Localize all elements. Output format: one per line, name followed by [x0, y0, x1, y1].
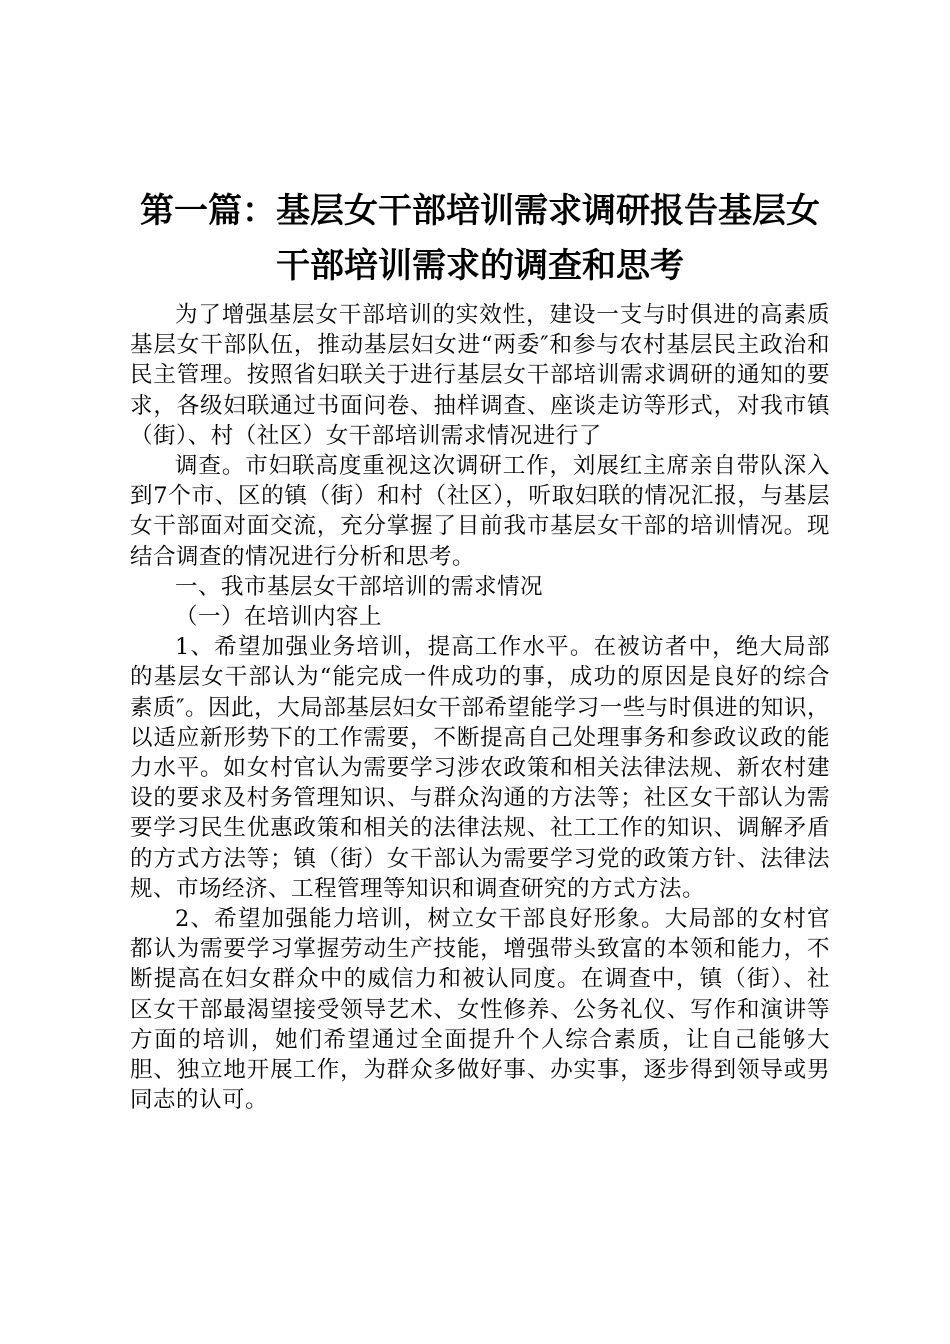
- paragraph-survey: 调查。市妇联高度重视这次调研工作，刘展红主席亲自带队深入到7个市、区的镇（街）和村（社区），听取妇联的情况汇报，与基层女干部面对面交流，充分掌握了目前我市基层女干部的培训情况。现结合调查的情况进行分析和思考。: [130, 453, 830, 570]
- paragraph-item-1: 1、希望加强业务培训，提高工作水平。在被访者中，绝大局部的基层女干部认为“能完成一件成功的事，成功的原因是良好的综合素质″。因此，大局部基层妇女干部希望能学习一些与时俱进的知识，以适应新形势下的工作需要，不断提高自己处理事务和参政议政的能力水平。如女村官认为需要学习涉农政策和相关法律法规、新农村建设的要求及村务管理知识、与群众沟通的方法等；社区女干部认为需要学习民生优惠政策和相关的法律法规、社工工作的知识、调解矛盾的方式方法等；镇（街）女干部认为需要学习党的政策方针、法律法规、市场经济、工程管理等知识和调查研究的方式方法。: [130, 634, 830, 902]
- paragraph-item-2: 2、希望加强能力培训，树立女干部良好形象。大局部的女村官都认为需要学习掌握劳动生产技能，增强带头致富的本领和能力，不断提高在妇女群众中的威信力和被认同度。在调查中，镇（街）、社区女干部最渴望接受领导艺术、女性修养、公务礼仪、写作和演讲等方面的培训，她们希望通过全面提升个人综合素质，让自己能够大胆、独立地开展工作，为群众多做好事、办实事，逐步得到领导或男同志的认可。: [130, 906, 830, 1114]
- paragraph-intro: 为了增强基层女干部培训的实效性，建设一支与时俱进的高素质基层女干部队伍，推动基层妇女进“两委″和参与农村基层民主政治和民主管理。按照省妇联关于进行基层女干部培训需求调研的通知的要求，各级妇联通过书面问卷、抽样调查、座谈走访等形式，对我市镇（街）、村（社区）女干部培训需求情况进行了: [130, 302, 830, 449]
- document-page: [130, 184, 830, 1115]
- subsection-heading-1: （一）在培训内容上: [175, 604, 383, 631]
- document-title: 第一篇：基层女干部培训需求调研报告基层女干部培训需求的调查和思考: [140, 191, 820, 286]
- section-heading-1: 一、我市基层女干部培训的需求情况: [175, 573, 544, 600]
- title-block: [130, 184, 830, 294]
